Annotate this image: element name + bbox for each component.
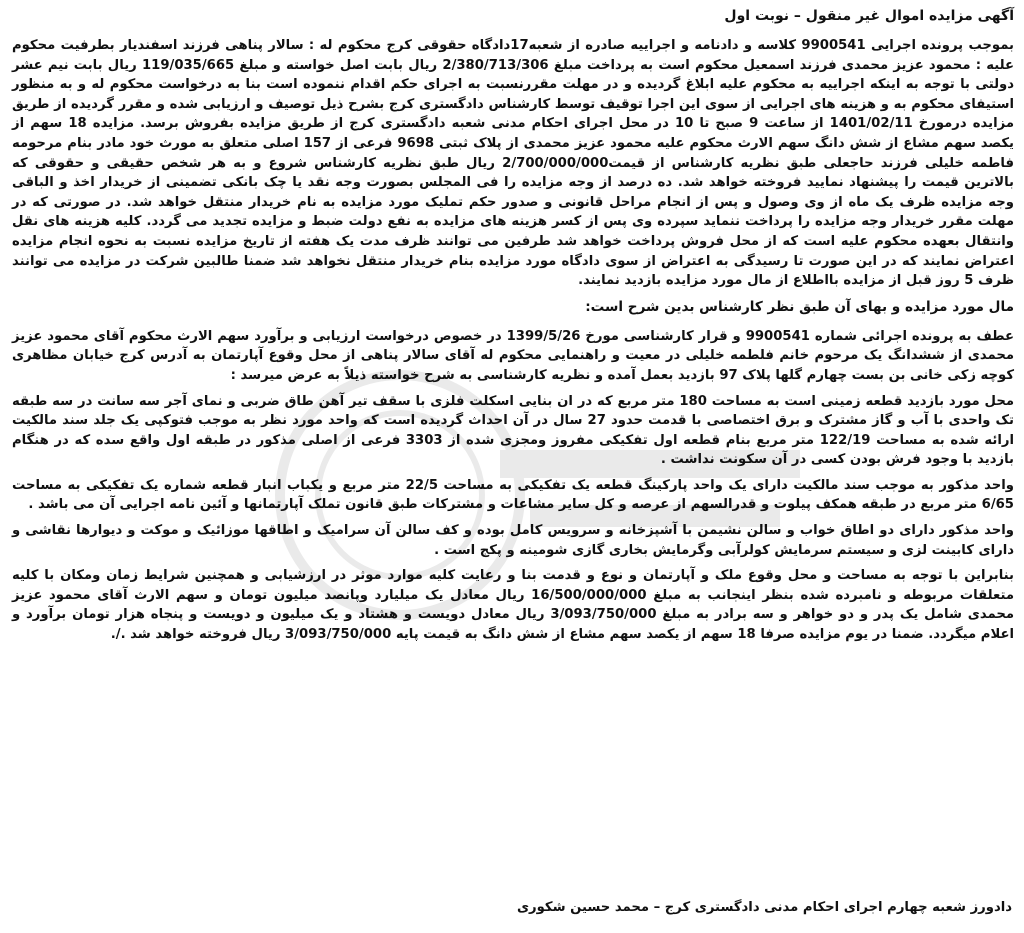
notice-paragraph-1: بموجب پرونده اجرایی 9900541 کلاسه و دادنامه و اجراییه صادره از شعبه17دادگاه حقوقی کرج محکوم له : سالار پناهی فرزند اسفندیار بطرفیت محکوم علیه : محمود عزیز محمدی فرزند اسمعیل محکوم است به پرداخت مبلغ 2/380/713/306 ریال بابت اصل خواسته و مبلغ 119/035/665 ریال بابت نیم عشر دولتی با توجه به اینکه اجراییه به محکوم علیه ابلاغ گردیده و در مهلت مقررنسبت به اجرای حکم اقدام ننموده است بنا به درخواست محکوم له و به منظور استیفای محکوم به و هزینه های اجرایی از سوی این اجرا توقیف توسط کارشناس دادگستری کرج بشرح ذیل توصیف و ارزیابی شده و مقرر گردیده از طریق مزایده درمورخ 1401/02/11 از ساعت 9 صبح تا 10 در محل اجرای احکام مدنی شعبه دادگستری کرج از طریق مزایده بفروش برسد. مزایده 18 سهم از یکصد سهم مشاع از شش دانگ سهم الارث محکوم علیه محمود عزیز محمدی از پلاک ثبتی 9698 فرعی از 157 اصلی متعلق به مورث خود مادر بنام مرحومه فاطمه خلیلی فرزند حاجعلی طبق نظریه کارشناس از قیمت2/700/000/000 ریال طبق نظریه کارشناس شروع و به هر شخص حقیقی و حقوقی که بالاترین قیمت را پیشنهاد نمایید فروخته خواهد شد. ده درصد از وجه مزایده را فی المجلس بصورت وجه نقد یا چک بانکی تضمینی از خریدار اخذ و الباقی وجه مزایده ظرف یک ماه از وی وصول و پس از انجام مراحل قانونی و صدور حکم تملیک مورد مزایده به نام خریدار منتقل خواهد شد. در صورتی که در مهلت مقرر خریدار وجه مزایده را پرداخت ننماید سپرده وی پس از کسر هزینه های مزایده به نفع دولت ضبط و مزایده تجدید می گردد. کلیه هزینه های نقل وانتقال بعهده محکوم علیه است که از محل فروش پرداخت خواهد شد طرفین می توانند ظرف مدت یک هفته از تاریخ مزایده نسبت به نحوه انجام مزایده اعتراض نمایند که در این صورت تا رسیدگی به اعتراض از سوی دادگاه مورد مزایده بنام خریدار منتقل نخواهد شد ضمنا طالبین شرکت در مزایده می توانند ظرف 5 روز قبل از مزایده بااطلاع از مال مورد مزایده بازدید نمایند. bbox=[12, 38, 1015, 289]
section-heading: مال مورد مزایده و بهای آن طبق نظر کارشناس بدین شرح است: bbox=[585, 298, 1014, 315]
notice-paragraph-6: بنابراین با توجه به مساحت و محل وقوع ملک و آپارتمان و نوع و قدمت بنا و رعایت کلیه موارد موثر در ارزشیابی و همچنین شرایط زمان ومکان با کلیه متعلقات مربوطه و نامبرده شده بنظر اینجانب به مبلغ 16/500/000/000 ریال معادل یک میلیارد وپانصد میلیون تومان و سهم الارث آقای محمود عزیز محمدی شامل یک پدر و دو خواهر و سه برادر به مبلغ 3/093/750/000 ریال معادل دویست و هشتاد و یک میلیون و دویست و پنجاه هزار تومان برآورد و اعلام میگردد. ضمنا در یوم مزایده صرفا 18 سهم از یکصد سهم مشاع از شش دانگ به قیمت پایه 3/093/750/000 ریال فروخته خواهد شد ./. bbox=[12, 568, 1015, 643]
notice-paragraph-3: محل مورد بازدید قطعه زمینی است به مساحت 180 متر مربع که در ان بنایی اسکلت فلزی با سقف تیر آهن طاق ضربی و نمای آجر سه سانت در سه طبقه تک واحدی با آب و گاز مشترک و برق اختصاصی با قدمت حدود 27 سال در آن احداث گردیده است که واحد مورد نظر به موجب فتوکپی یک جلد سند مالکیت ارائه شده به مساحت 122/19 متر مربع بنام قطعه اول تفکیکی مفروز ومجزی شده از 3303 فرعی از اصلی مذکور در طبقه اول واقع سده که در هنگام بازدید با وجود فرش بودن کسی در آن سکونت نداشت . bbox=[12, 393, 1015, 468]
signature-line: دادورز شعبه چهارم اجرای احکام مدنی دادگستری کرج – محمد حسین شکوری bbox=[516, 900, 1012, 915]
notice-title: آگهی مزایده اموال غیر منقول – نوبت اول bbox=[724, 8, 1014, 24]
notice-paragraph-4: واحد مذکور به موجب سند مالکیت دارای یک واحد پارکینگ قطعه یک تفکیکی به مساحت 22/5 متر مربع و یکباب انبار قطعه شماره یک تفکیکی به مساحت 6/65 متر مربع در طبقه همکف پیلوت و قدرالسهم از عرصه و کل سایر مشاعات و مشترکات طبق قانون تملک آپارتمانها و آئین نامه اجرایی آن می باشد . bbox=[12, 477, 1015, 513]
notice-paragraph-2: عطف به پرونده اجرائی شماره 9900541 و قرار کارشناسی مورخ 1399/5/26 در خصوص درخواست ارزیابی و برآورد سهم الارث محکوم آقای محمود عزیز محمدی از ششدانگ یک مرحوم خانم فلطمه خلیلی در معیت و راهنمایی محکوم له آقای سالار پناهی از محل وقوع آپارتمان به آدرس کرج خیابان مظاهری کوچه زکی خانی بن بست چهارم گلها پلاک 97 بازدید بعمل آمده و نظریه کارشناسی به شرح خواسته ذیلاً به عرض میرسد : bbox=[12, 328, 1015, 383]
notice-paragraph-5: واحد مذکور دارای دو اطاق خواب و سالن نشیمن با آشپزخانه و سرویس کامل بوده و کف سالن آن سرامیک و اطاقها موزائیک و موکت و دیوارها نقاشی و دارای کابینت لزی و سیستم سرمایش کولرآبی وگرمایش بخاری گازی شومینه و پکج است . bbox=[12, 523, 1014, 558]
